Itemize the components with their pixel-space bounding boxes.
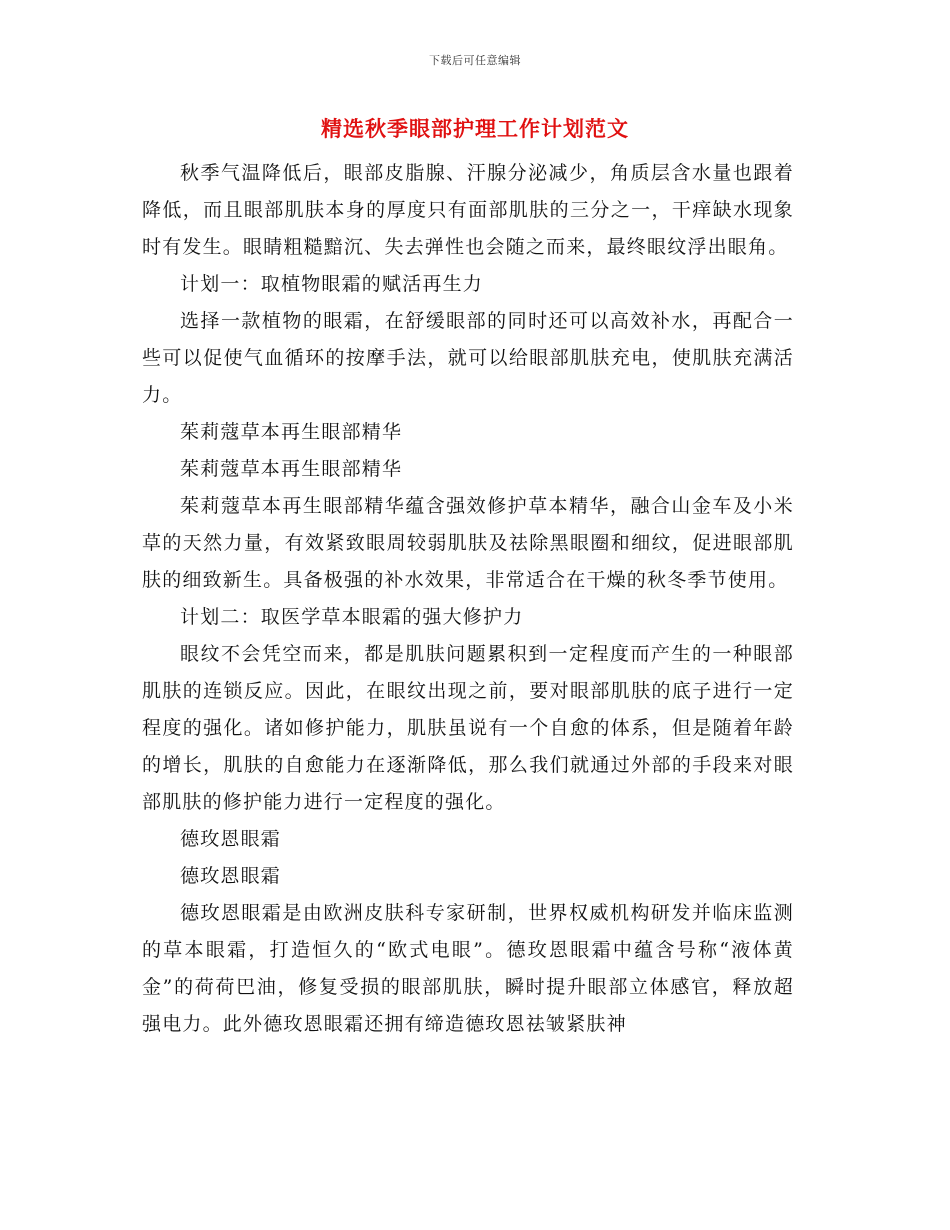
paragraph: 眼纹不会凭空而来，都是肌肤问题累积到一定程度而产生的一种眼部肌肤的连锁反应。因此，在眼纹出现之前，要对眼部肌肤的底子进行一定程度的强化。诸如修护能力，肌肤虽说有一个自愈的体系，但是随着年龄的增长，肌肤的自愈能力在逐渐降低，那么我们就通过外部的手段来对眼部肌肤的修护能力进行一定程度的强化。 [142, 643, 794, 813]
document-title: 精选秋季眼部护理工作计划范文 [321, 117, 629, 141]
product-name: 德玫恩眼霜 [180, 828, 282, 850]
document-body [142, 155, 794, 1043]
plan-heading: 计划一：取植物眼霜的赋活再生力 [180, 273, 484, 295]
plan-heading: 计划二：取医学草本眼霜的强大修护力 [180, 606, 524, 628]
paragraph: 茱莉蔻草本再生眼部精华蕴含强效修护草本精华，融合山金车及小米草的天然力量，有效紧致眼周较弱肌肤及祛除黑眼圈和细纹，促进眼部肌肤的细致新生。具备极强的补水效果，非常适合在干燥的秋冬季节使用。 [142, 495, 794, 591]
paragraph: 秋季气温降低后，眼部皮脂腺、汗腺分泌减少，角质层含水量也跟着降低，而且眼部肌肤本身的厚度只有面部肌肤的三分之一，干痒缺水现象时有发生。眼睛粗糙黯沉、失去弹性也会随之而来，最终眼纹浮出眼角。 [142, 162, 794, 258]
paragraph: 德玫恩眼霜是由欧洲皮肤科专家研制，世界权威机构研发并临床监测的草本眼霜，打造恒久的“欧式电眼”。德玫恩眼霜中蕴含号称“液体黄金”的荷荷巴油，修复受损的眼部肌肤，瞬时提升眼部立体感官，释放超强电力。此外德玫恩眼霜还拥有缔造德玫恩祛皱紧肤神 [142, 902, 794, 1035]
product-name: 德玫恩眼霜 [180, 865, 282, 887]
paragraph: 选择一款植物的眼霜，在舒缓眼部的同时还可以高效补水，再配合一些可以促使气血循环的按摩手法，就可以给眼部肌肤充电，使肌肤充满活力。 [142, 310, 794, 406]
product-name: 茱莉蔻草本再生眼部精华 [180, 421, 403, 443]
product-name: 茱莉蔻草本再生眼部精华 [180, 458, 403, 480]
header-note: 下载后可任意编辑 [429, 54, 521, 67]
